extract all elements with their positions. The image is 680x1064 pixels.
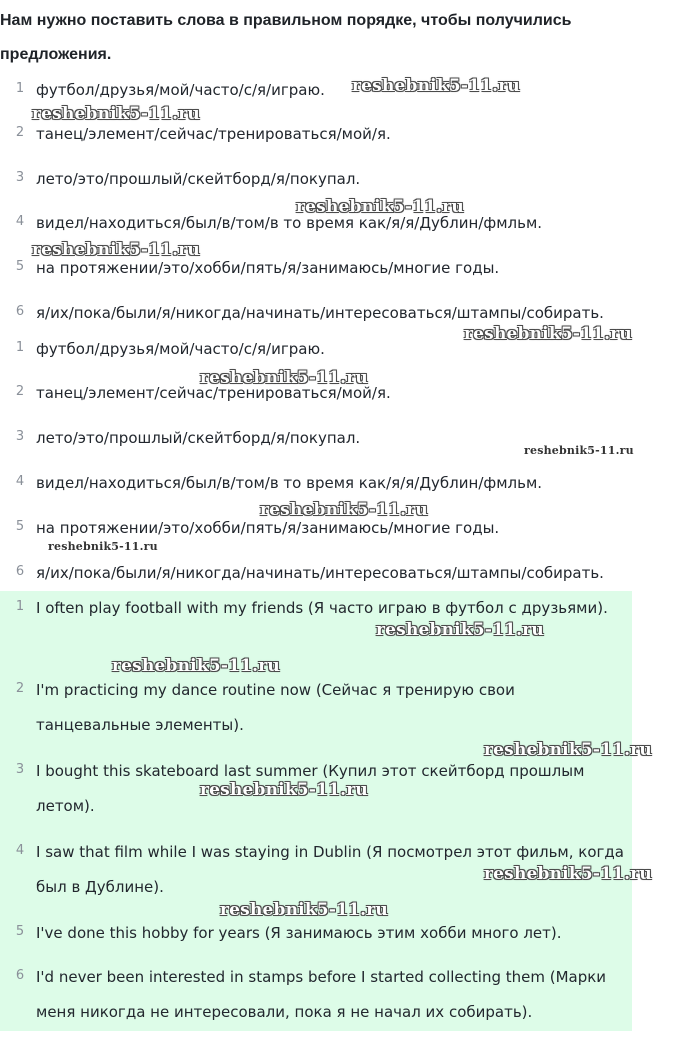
watermark: reshebnik5-11.ru [200, 780, 368, 800]
item-number: 3 [15, 170, 25, 185]
item-number: 4 [15, 214, 25, 229]
answer-text: I'm practicing my dance routine now (Сейчас я тренирую свои танцевальные элементы). [36, 681, 515, 734]
watermark: reshebnik5-11.ru [32, 104, 200, 124]
item-text: я/их/пока/были/я/никогда/начинать/интересоваться/штампы/собирать. [36, 564, 604, 582]
watermark: reshebnik5-11.ru [32, 240, 200, 260]
item-number: 5 [15, 924, 25, 939]
item-number: 6 [15, 304, 25, 319]
answers-panel [0, 591, 632, 1031]
watermark: reshebnik5-11.ru [376, 620, 544, 640]
item-number: 2 [15, 384, 25, 399]
item-text: на протяжении/это/хобби/пять/я/занимаюсь/многие годы. [36, 259, 500, 277]
item-text: футбол/друзья/мой/часто/с/я/играю. [36, 81, 325, 99]
watermark: reshebnik5-11.ru [260, 500, 428, 520]
item-number: 4 [15, 843, 25, 858]
item-number: 1 [15, 340, 25, 355]
item-text: танец/элемент/сейчас/тренироваться/мой/я. [36, 384, 391, 402]
item-text: на протяжении/это/хобби/пять/я/занимаюсь/многие годы. [36, 519, 500, 537]
item-number: 5 [15, 519, 25, 534]
item-number: 3 [15, 762, 25, 777]
watermark: reshebnik5-11.ru [48, 540, 158, 553]
watermark: reshebnik5-11.ru [464, 324, 632, 344]
item-number: 4 [15, 474, 25, 489]
watermark: reshebnik5-11.ru [484, 740, 652, 760]
item-number: 5 [15, 259, 25, 274]
item-number: 1 [15, 599, 25, 614]
answer-text: I saw that film while I was staying in Dublin (Я посмотрел этот фильм, когда был в Дублине). [36, 843, 624, 896]
item-text: футбол/друзья/мой/часто/с/я/играю. [36, 340, 325, 358]
item-text: лето/это/прошлый/скейтборд/я/покупал. [36, 429, 361, 447]
item-number: 6 [15, 564, 25, 579]
item-number: 2 [15, 681, 25, 696]
answer-text: I bought this skateboard last summer (Купил этот скейтборд прошлым летом). [36, 762, 585, 815]
item-text: лето/это/прошлый/скейтборд/я/покупал. [36, 170, 361, 188]
watermark: reshebnik5-11.ru [352, 76, 520, 96]
item-text: я/их/пока/были/я/никогда/начинать/интересоваться/штампы/собирать. [36, 304, 604, 322]
item-number: 3 [15, 429, 25, 444]
answer-text: I often play football with my friends (Я часто играю в футбол с друзьями). [36, 599, 608, 617]
answer-text: I've done this hobby for years (Я занимаюсь этим хобби много лет). [36, 924, 562, 942]
watermark: reshebnik5-11.ru [112, 656, 280, 676]
item-number: 2 [15, 125, 25, 140]
item-number: 6 [15, 968, 25, 983]
watermark: reshebnik5-11.ru [484, 864, 652, 884]
watermark: reshebnik5-11.ru [200, 368, 368, 388]
watermark: reshebnik5-11.ru [220, 900, 388, 920]
item-number: 1 [15, 81, 25, 96]
watermark: reshebnik5-11.ru [524, 444, 634, 457]
item-text: видел/находиться/был/в/том/в то время как/я/я/Дублин/фмльм. [36, 214, 543, 232]
watermark: reshebnik5-11.ru [296, 197, 464, 217]
item-text: танец/элемент/сейчас/тренироваться/мой/я. [36, 125, 391, 143]
task-heading: Нам нужно поставить слова в правильном порядке, чтобы получились предложения. [0, 12, 572, 63]
item-text: видел/находиться/был/в/том/в то время как/я/я/Дублин/фмльм. [36, 474, 543, 492]
answer-text: I'd never been interested in stamps before I started collecting them (Марки меня никогда не интересовали, пока я не начал их собирать). [36, 968, 607, 1021]
